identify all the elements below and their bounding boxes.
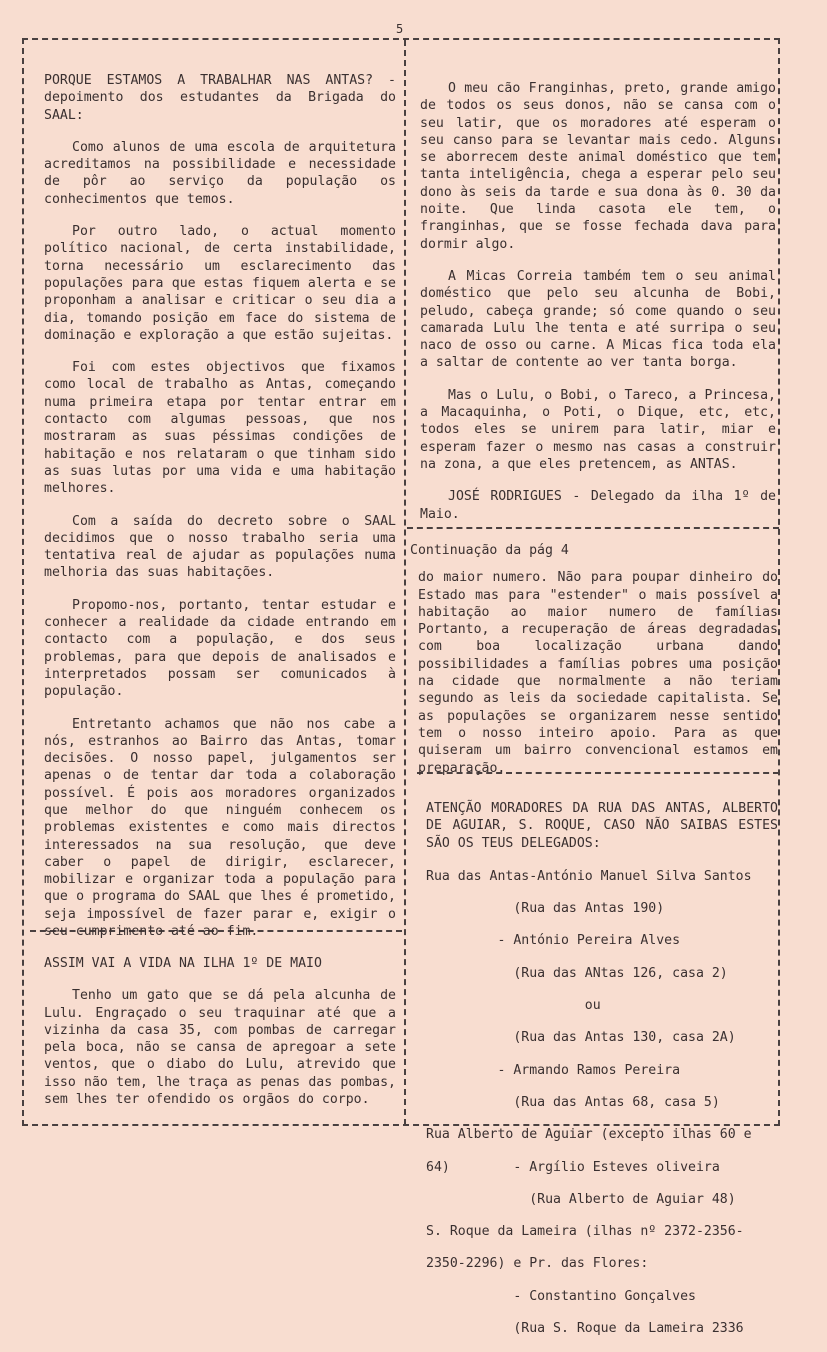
delegate-line: - António Pereira Alves (426, 933, 681, 949)
delegate-line: (Rua das Antas 68, casa 5) (426, 1094, 720, 1110)
article-paragraph: Por outro lado, o actual momento político nacional, de certa instabilidade, torna necessário um esclarecimento das populações para que estas fiquem alerta e se proponham a analisar e criticar o seu dia a dia, tomando posição em face do sistema de dominação e exploração a que estão sujeitas. (44, 224, 396, 343)
left-article (44, 72, 396, 955)
delegate-line: (Rua das Antas 190) (426, 901, 665, 917)
delegate-line: ou (426, 998, 601, 1014)
article-paragraph: Com a saída do decreto sobre o SAAL decidimos que o nosso trabalho seria uma tentativa real de ajudar as populações numa melhoria das suas habitações. (44, 513, 396, 581)
right-paragraph: A Micas Correia também tem o seu animal doméstico que pelo seu alcunha de Bobi, peludo, cabeça grande; só come quando o seu camarada Lulu lhe tenta e até surripa o seu naco de osso ou carne. A Micas fica toda ela a saltar de contente ao ver tanta borga. (420, 268, 776, 371)
delegate-line: Rua Alberto de Aguiar (excepto ilhas 60 e (426, 1127, 752, 1143)
right-paragraph: Mas o Lulu, o Bobi, o Tareco, a Princesa, a Macaquinha, o Poti, o Dique, etc, etc, todos eles se unirem para latir, miar e esperam fazer o mesmo nas casas a construir na zona, a que eles pretencem, as ANTAS. (420, 387, 776, 472)
page-number: 5 (396, 22, 404, 36)
delegate-line: 64) - Argílio Esteves oliveira (426, 1159, 720, 1175)
article-paragraph: Foi com estes objectivos que fixamos como local de trabalho as Antas, começando numa primeira etapa por tentar entrar em contacto com algumas pessoas, que nos mostraram as suas péssimas condições de habitação e nos relataram o que tinham sido as suas lutas por uma vida e uma habitação melhores. (44, 360, 396, 497)
delegate-line: - Armando Ramos Pereira (426, 1062, 681, 1078)
delegate-line: - Constantino Gonçalves (426, 1288, 696, 1304)
notice-section (426, 800, 778, 1352)
delegate-line: S. Roque da Lameira (ilhas nº 2372-2356- (426, 1224, 744, 1240)
signature: JOSÉ RODRIGUES - Delegado da ilha 1º de Maio. (420, 489, 776, 522)
delegate-line: (Rua das Antas 130, casa 2A) (426, 1030, 736, 1046)
continuation-text: do maior numero. Não para poupar dinheiro do Estado mas para "estender" o mais possível a habitação ao maior numero de famílias Portanto, a recuperação de áreas degradadas com boa localização urbana dando possibilidades a famílias pobres uma posição na cidade que normalmente a não teriam segundo as leis da sociedade capitalista. Se as populações se organizarem nesse sentido tem o nosso inteiro apoio. Para as que quiseram um bairro convencional estamos em preparação. (418, 570, 778, 776)
article-paragraph: Entretanto achamos que não nos cabe a nós, estranhos ao Bairro das Antas, tomar decisões. O nosso papel, julgamentos ser apenas o de tentar dar toda a colaboração possível. É pois aos moradores organizados que melhor do que ninguém conhecem os problemas existentes e como mais directos interessados na sua resolução, que deve caber o papel de dirigir, esclarecer, mobilizar e organizar toda a população para que o programa do SAAL que lhes é prometido, seja impossível de fazer parar e, exigir o seu cumprimento até ao fim. (44, 716, 396, 940)
right-paragraph: O meu cão Franginhas, preto, grande amigo de todos os seus donos, não se cansa com o seu latir, que os moradores até esperam o seu canso para se levantar mais cedo. Alguns se aborrecem deste animal doméstico que tem tanta inteligência, chega a esperar pelo seu dono às seis da tarde e sua dona às 0. 30 da noite. Que linda casota ele tem, o franginhas, que se fosse fechada dava para dormir algo. (420, 81, 776, 252)
delegate-list (426, 868, 778, 1337)
story-article (44, 955, 396, 1123)
continuation-heading: Continuação da pág 4 (410, 543, 569, 558)
notice-title: ATENÇÃO MORADORES DA RUA DAS ANTAS, ALBERTO DE AGUIAR, S. ROQUE, CASO NÃO SAIBAS ESTES SÃO OS TEUS DELEGADOS: (426, 801, 778, 851)
story-paragraph: Tenho um gato que se dá pela alcunha de Lulu. Engraçado o seu traquinar até que a vizinha da casa 35, com pombas de carregar pela boca, não se cansa de apregoar a sete ventos, que o diabo do Lulu, atrevido que isso não tem, lhe traça as penas das pombas, sem lhes ter ofendido os orgãos do corpo. (44, 988, 396, 1108)
delegate-line: (Rua Alberto de Aguiar 48) (426, 1191, 736, 1207)
column-divider (404, 40, 406, 1125)
continuation-section (410, 542, 778, 792)
story-title: ASSIM VAI A VIDA NA ILHA 1º DE MAIO (44, 956, 322, 971)
right-article (420, 80, 776, 538)
article-paragraph: Como alunos de uma escola de arquitetura acreditamos na possibilidade e necessidade de pôr ao serviço da população os conhecimentos que temos. (44, 139, 396, 207)
article-title: PORQUE ESTAMOS A TRABALHAR NAS ANTAS? -depoimento dos estudantes da Brigada do SAAL: (44, 73, 396, 123)
delegate-line: Rua das Antas-António Manuel Silva Santos (426, 868, 752, 884)
delegate-line: (Rua das ANtas 126, casa 2) (426, 965, 728, 981)
article-paragraph: Propomo-nos, portanto, tentar estudar e conhecer a realidade da cidade entrando em contacto com a população, e dos seus problemas, para que depois de analisados e interpretados possam ser comunicados à população. (44, 597, 396, 700)
delegate-line: 2350-2296) e Pr. das Flores: (426, 1256, 649, 1272)
delegate-line: (Rua S. Roque da Lameira 2336 (426, 1321, 744, 1337)
